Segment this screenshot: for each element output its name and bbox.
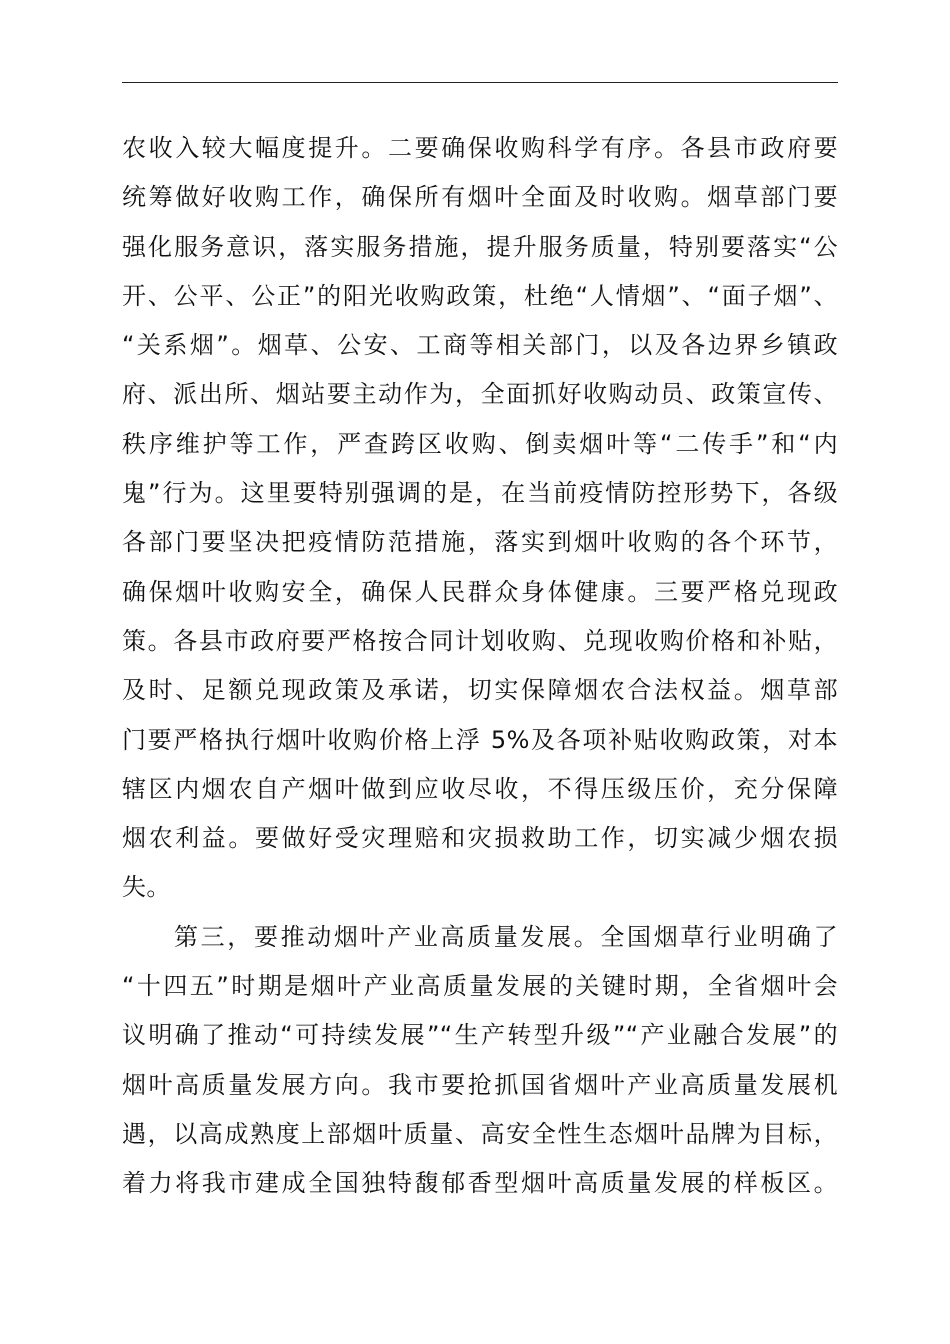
text-line: 开、公平、公正”的阳光收购政策，杜绝“人情烟”、“面子烟”、 xyxy=(122,281,838,310)
header-divider xyxy=(122,82,838,83)
text-line: 门要严格执行烟叶收购价格上浮 5%及各项补贴收购政策，对本 xyxy=(122,725,838,754)
text-line: 农收入较大幅度提升。二要确保收购科学有序。各县市政府要 xyxy=(122,134,838,162)
text-line: 策。各县市政府要严格按合同计划收购、兑现收购价格和补贴， xyxy=(122,626,838,655)
text-line: “十四五”时期是烟叶产业高质量发展的关键时期，全省烟叶会 xyxy=(122,972,838,1001)
paragraph xyxy=(122,124,838,913)
text-line: 烟农利益。要做好受灾理赔和灾损救助工作，切实减少烟农损 xyxy=(122,824,838,853)
text-line: 遇，以高成熟度上部烟叶质量、高安全性生态烟叶品牌为目标， xyxy=(122,1119,838,1148)
text-line: “关系烟”。烟草、公安、工商等相关部门，以及各边界乡镇政 xyxy=(122,331,838,360)
text-line: 及时、足额兑现政策及承诺，切实保障烟农合法权益。烟草部 xyxy=(122,676,838,705)
text-line: 第三，要推动烟叶产业高质量发展。全国烟草行业明确了 xyxy=(174,922,838,951)
text-line: 着力将我市建成全国独特馥郁香型烟叶高质量发展的样板区。 xyxy=(122,1169,838,1198)
text-line: 强化服务意识，落实服务措施，提升服务质量，特别要落实“公 xyxy=(122,232,838,261)
text-line: 失。 xyxy=(122,873,171,902)
text-line: 府、派出所、烟站要主动作为，全面抓好收购动员、政策宣传、 xyxy=(122,380,838,409)
text-line: 议明确了推动“可持续发展”“生产转型升级”“产业融合发展”的 xyxy=(122,1021,838,1050)
text-line: 各部门要坚决把疫情防范措施，落实到烟叶收购的各个环节， xyxy=(122,528,838,557)
text-line: 辖区内烟农自产烟叶做到应收尽收，不得压级压价，充分保障 xyxy=(122,774,838,803)
text-line: 统筹做好收购工作，确保所有烟叶全面及时收购。烟草部门要 xyxy=(122,183,838,212)
text-line: 确保烟叶收购安全，确保人民群众身体健康。三要严格兑现政 xyxy=(122,577,838,606)
paragraph xyxy=(122,913,838,1209)
text-line: 秩序维护等工作，严查跨区收购、倒卖烟叶等“二传手”和“内 xyxy=(122,429,838,458)
text-line: 烟叶高质量发展方向。我市要抢抓国省烟叶产业高质量发展机 xyxy=(122,1070,838,1099)
text-line: 鬼”行为。这里要特别强调的是，在当前疫情防控形势下，各级 xyxy=(122,479,838,508)
document-body xyxy=(122,124,838,1209)
